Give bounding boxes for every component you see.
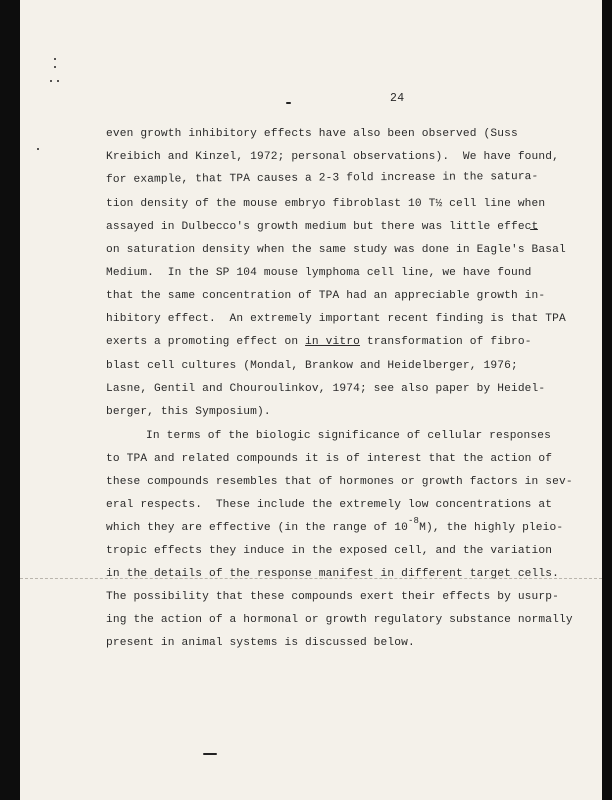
line-text: M), the highly pleio- [419, 522, 564, 534]
paragraph-2-line-3: these compounds resembles that of hormones or growth factors in sev- [106, 476, 573, 488]
document-page [20, 0, 602, 800]
paragraph-2-line-8: The possibility that these compounds exert their effects by usurp- [106, 591, 559, 603]
paragraph-2-line-7: in the details of the response manifest in different target cells. [106, 568, 559, 580]
scan-speck [57, 80, 59, 82]
paragraph-2-line-2: to TPA and related compounds it is of interest that the action of [106, 453, 553, 465]
paragraph-2-line-4: eral respects. These include the extremely low concentrations at [106, 499, 553, 511]
paragraph-1-line-11: blast cell cultures (Mondal, Brankow and Heidelberger, 1976; [106, 360, 518, 372]
paragraph-2-line-10: present in animal systems is discussed below. [106, 637, 415, 649]
line-text: exerts a promoting effect on [106, 336, 306, 348]
paragraph-1-line-8: that the same concentration of TPA had an appreciable growth in- [106, 290, 546, 302]
paragraph-2-line-1: In terms of the biologic significance of cellular responses [146, 430, 551, 442]
scan-speck [203, 753, 217, 755]
paragraph-1-line-2: Kreibich and Kinzel, 1972; personal observations). We have found, [106, 151, 559, 163]
paragraph-1-line-1: even growth inhibitory effects have also been observed (Suss [106, 128, 518, 140]
scan-speck [37, 148, 39, 150]
line-text: transformation of fibro- [359, 336, 532, 348]
paragraph-1-line-4: tion density of the mouse embryo fibroblast 10 T½ cell line when [106, 198, 546, 210]
paragraph-1-line-6: on saturation density when the same study was done in Eagle's Basal [106, 244, 566, 256]
scan-speck [54, 66, 56, 68]
page-number: 24 [390, 92, 405, 105]
paragraph-1-line-13: berger, this Symposium). [106, 406, 271, 418]
scan-speck [286, 102, 291, 104]
emphasized-term: in vitro [305, 336, 360, 348]
paragraph-1-line-3: for example, that TPA causes a 2-3 fold increase in the satura- [105, 170, 539, 186]
line-text: which they are effective (in the range of 10 [106, 522, 408, 534]
paragraph-1-line-9: hibitory effect. An extremely important recent finding is that TPA [106, 313, 566, 325]
paragraph-1-line-7: Medium. In the SP 104 mouse lymphoma cell line, we have found [106, 267, 532, 279]
scan-speck [50, 80, 52, 82]
scan-speck [54, 58, 56, 60]
paragraph-2-line-5 [106, 516, 564, 534]
paragraph-1-line-5: assayed in Dulbecco's growth medium but there was little effect [106, 221, 539, 233]
paragraph-2-line-9: ing the action of a hormonal or growth regulatory substance normally [106, 614, 573, 626]
paragraph-1-line-10 [106, 336, 532, 348]
exponent: -8 [408, 516, 420, 526]
paragraph-1-line-12: Lasne, Gentil and Chouroulinkov, 1974; see also paper by Heidel- [106, 383, 546, 395]
paragraph-2-line-6: tropic effects they induce in the exposed cell, and the variation [106, 545, 553, 557]
